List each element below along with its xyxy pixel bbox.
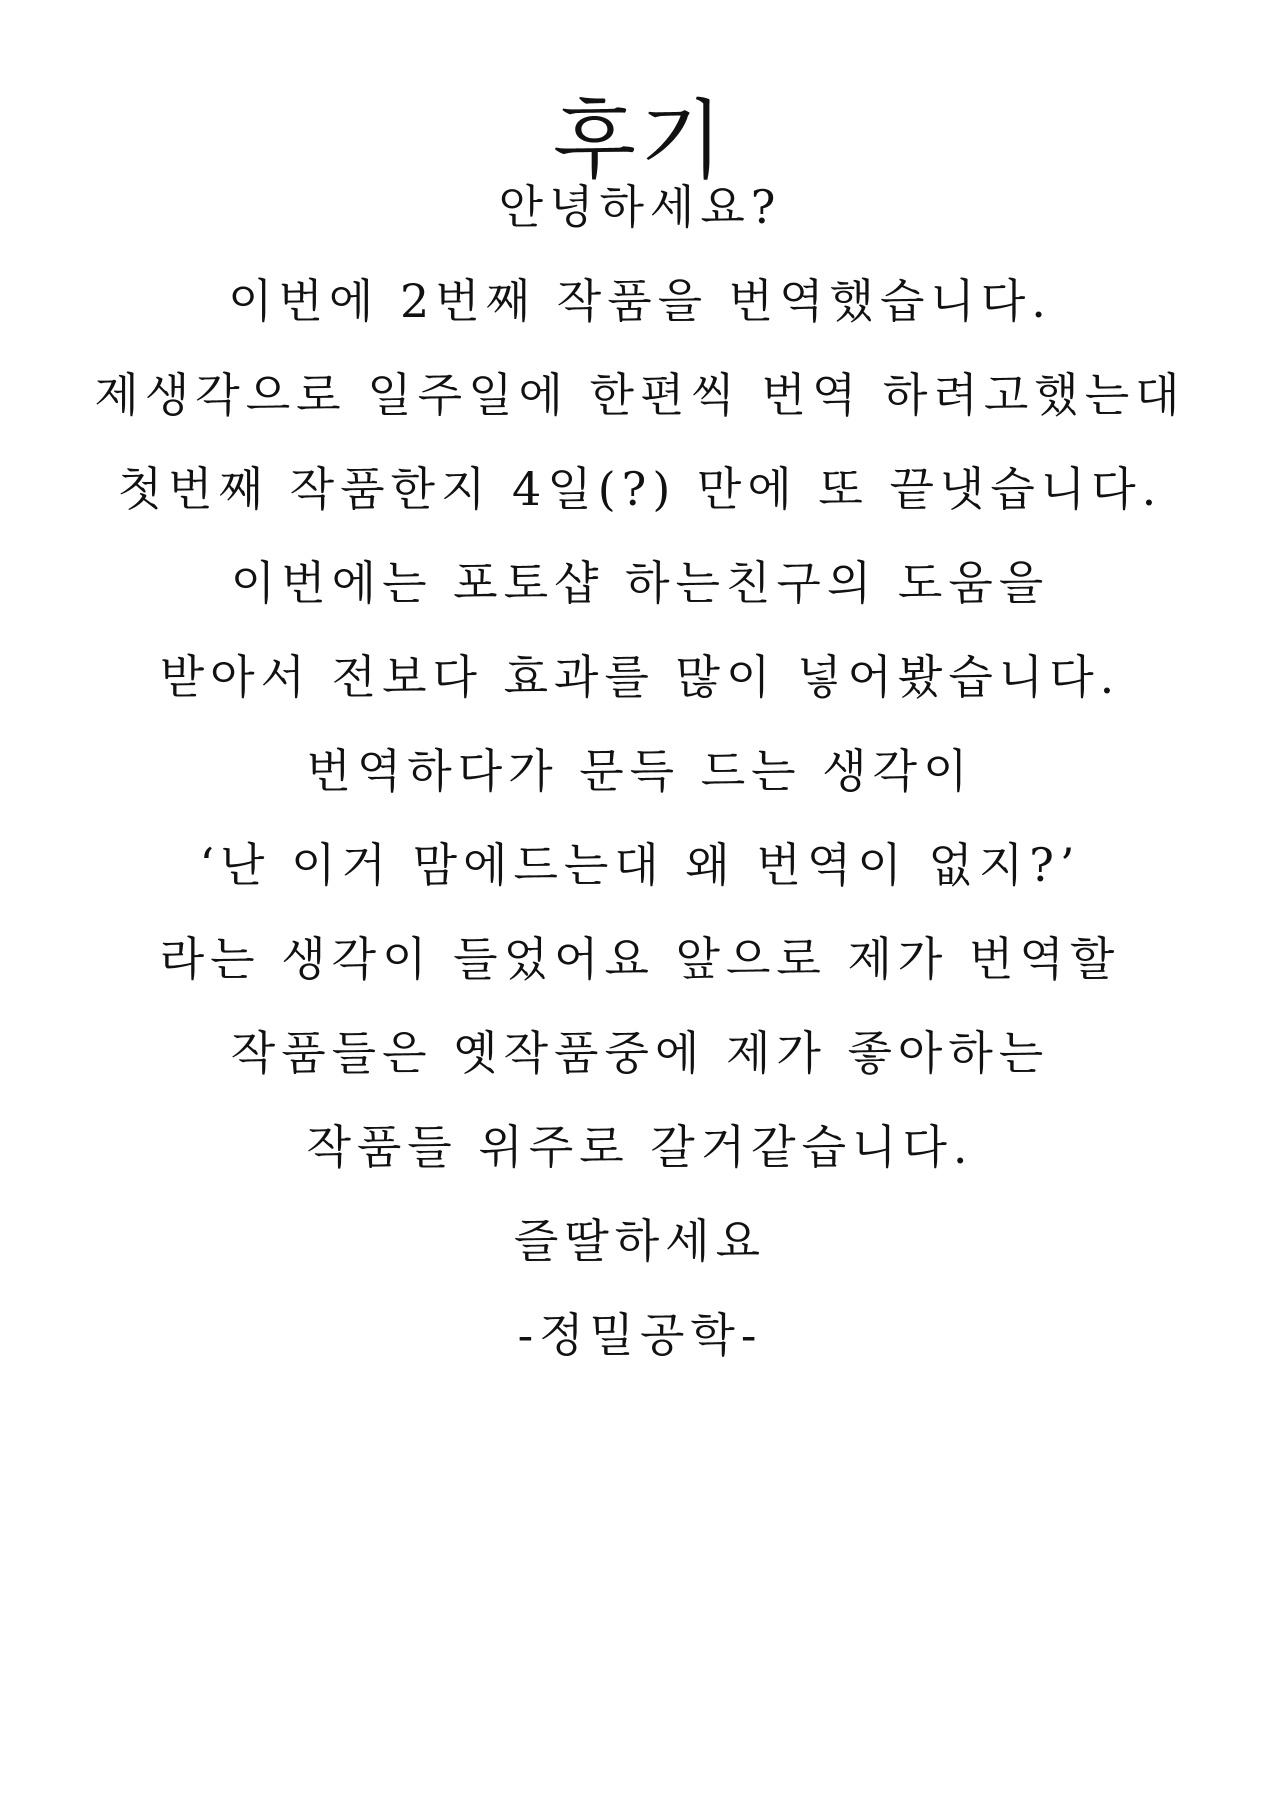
signature-line: -정밀공학-	[517, 1308, 763, 1362]
text-line: 안녕하세요?	[498, 180, 782, 234]
afterword-body	[0, 160, 1280, 1382]
text-line: 즐딸하세요	[513, 1214, 767, 1268]
text-line: 이번에는 포토샵 하는친구의 도움을	[230, 556, 1050, 610]
text-line: 라는 생각이 들었어요 앞으로 제가 번역할	[159, 932, 1121, 986]
text-line: 작품들 위주로 갈거같습니다.	[306, 1120, 974, 1174]
text-line: 제생각으로 일주일에 한편씩 번역 하려고했는대	[94, 368, 1186, 422]
text-line: 첫번째 작품한지 4일(?) 만에 또 끝냇습니다.	[117, 462, 1163, 516]
text-line: 번역하다가 문득 드는 생각이	[306, 744, 974, 798]
text-line: 작품들은 옛작품중에 제가 좋아하는	[230, 1026, 1050, 1080]
text-line: 받아서 전보다 효과를 많이 넣어봤습니다.	[159, 650, 1121, 704]
text-line: ‘난 이거 맘에드는대 왜 번역이 없지?’	[199, 838, 1081, 892]
page-title: 후기	[552, 90, 728, 191]
text-line: 이번에 2번째 작품을 번역했습니다.	[228, 274, 1052, 328]
